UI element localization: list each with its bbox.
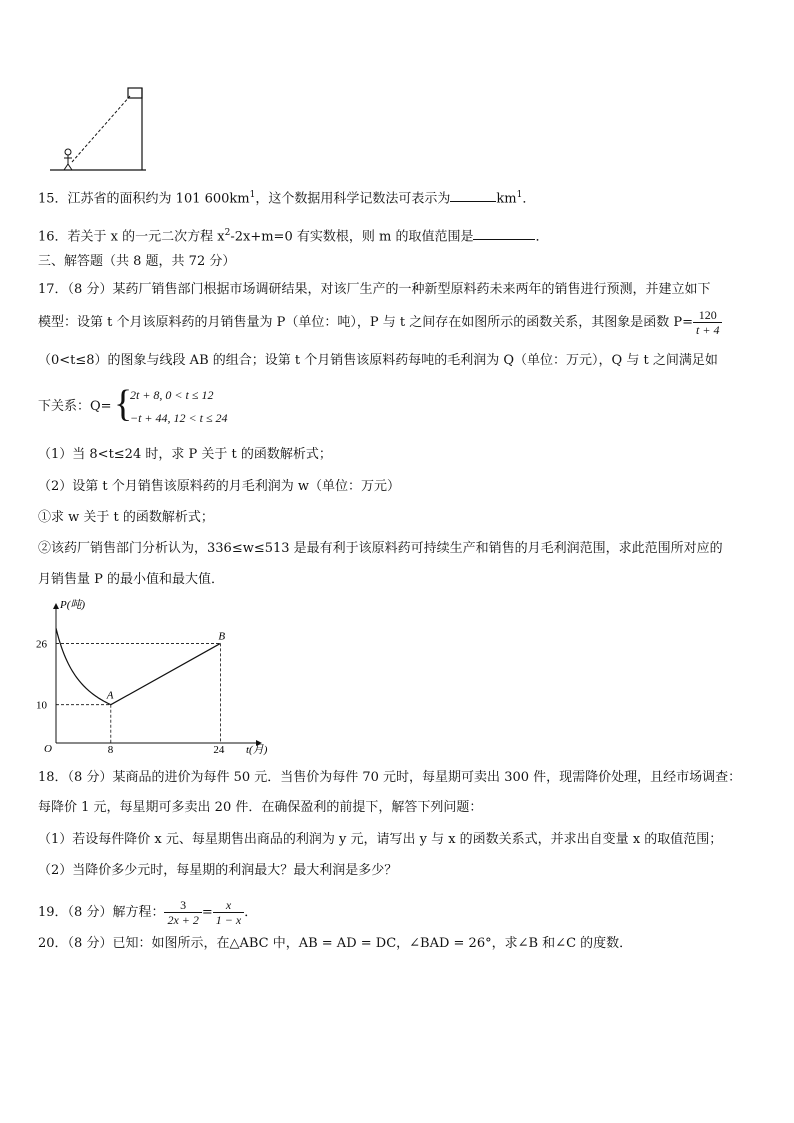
y-tick-label: 10 (36, 699, 47, 712)
p-t-graph (30, 595, 280, 760)
curve-series (56, 628, 111, 705)
q17-part-2b-line-2: 月销售量 P 的最小值和最大值． (38, 572, 225, 587)
piecewise-case-1: 2t + 8, 0 < t ≤ 12 (130, 388, 214, 402)
q19-right-den: 1 − x (213, 912, 244, 927)
q16-text: 16．若关于 x 的一元二次方程 x (38, 229, 225, 245)
q19-right-num: x (225, 898, 232, 912)
q15-answer-blank[interactable] (450, 189, 496, 202)
y-tick-label: 26 (36, 638, 47, 651)
q17-text-2: 模型：设第 t 个月该原料药的月销售量为 P（单位：吨），P 与 t 之间存在如图所示的函数关系，其图象是函数 P= (38, 315, 694, 330)
q15-end: ． (522, 191, 536, 207)
q19-left-den: 2x + 2 (164, 912, 201, 927)
q19-fraction-right (213, 898, 244, 927)
q17-fraction (693, 308, 722, 337)
y-axis-label: P(吨) (60, 599, 86, 611)
question-15 (38, 186, 535, 208)
q19-equals: = (201, 905, 213, 920)
q17-line-1: 17．（8 分）某药厂销售部门根据市场调研结果，对该厂生产的一种新型原料药未来两年的销售进行预测，并建立如下 (38, 282, 711, 297)
x-axis-label: t(月) (246, 744, 268, 756)
q17-line-4: 下关系：Q= (38, 399, 112, 414)
q19-fraction-left (164, 898, 201, 927)
q17-part-2b-line-1: ②该药厂销售部门分析认为，336≤w≤513 是最有利于该原料药可持续生产和销售的月毛利润范围，求此范围所对应的 (38, 541, 723, 556)
question-16 (38, 224, 548, 246)
section-heading: 三、解答题（共 8 题，共 72 分） (38, 254, 236, 269)
building-figure (44, 82, 154, 174)
x-tick-label: 8 (107, 744, 114, 756)
question-20: 20．（8 分）已知：如图所示，在△ABC 中，AB = AD = DC，∠BAD = 26°，求∠B 和∠C 的度数． (38, 936, 633, 951)
q17-line-2 (38, 308, 722, 337)
piecewise-case-2: −t + 44, 12 < t ≤ 24 (130, 411, 228, 425)
q16-end: ． (535, 229, 549, 245)
q15-unit: km (496, 191, 517, 207)
x-tick-label: 24 (213, 744, 225, 756)
q18-line-2: 每降价 1 元，每星期可多卖出 20 件．在确保盈利的前提下，解答下列问题： (38, 800, 483, 815)
q17-part-2: （2）设第 t 个月销售该原料药的月毛利润为 w（单位：万元） (38, 479, 401, 494)
q15-text: 15．江苏省的面积约为 101 600km (38, 191, 250, 207)
q19-left-num: 3 (180, 898, 187, 912)
point-b-label: B (218, 630, 226, 643)
origin-label: O (44, 743, 52, 755)
point-a-label: A (106, 689, 114, 702)
q16-text-rest: -2x+m=0 有实数根，则 m 的取值范围是 (230, 229, 474, 245)
y-axis-arrow (53, 603, 59, 609)
q17-part-1: （1）当 8<t≤24 时，求 P 关于 t 的函数解析式； (38, 447, 332, 462)
q17-fraction-num: 120 (698, 308, 717, 322)
q17-part-2a: ①求 w 关于 t 的函数解析式； (38, 510, 214, 525)
q18-line-3: （1）若设每件降价 x 元、每星期售出商品的利润为 y 元，请写出 y 与 x 的函数关系式，并求出自变量 x 的取值范围； (38, 832, 723, 847)
piecewise-brace: { (114, 383, 133, 425)
question-19 (38, 898, 257, 927)
q15-text-mid: ，这个数据用科学记数法可表示为 (255, 191, 451, 207)
q18-line-1: 18．（8 分）某商品的进价为每件 50 元．当售价为每件 70 元时，每星期可卖出 300 件，现需降价处理，且经市场调查： (38, 770, 742, 785)
q15-exponent: 1 (249, 190, 256, 200)
segment-ab (111, 643, 221, 704)
q16-exponent: 2 (224, 228, 231, 238)
q15-unit-exponent: 1 (516, 190, 523, 200)
q19-end: ． (244, 905, 258, 920)
q16-answer-blank[interactable] (473, 227, 535, 240)
q17-line-3: （0<t≤8）的图象与线段 AB 的组合；设第 t 个月销售该原料药每吨的毛利润为 Q（单位：万元），Q 与 t 之间满足如 (38, 353, 718, 368)
q17-fraction-den: t + 4 (693, 322, 722, 337)
q19-text: 19．（8 分）解方程： (38, 905, 165, 920)
q18-line-4: （2）当降价多少元时，每星期的利润最大？最大利润是多少？ (38, 863, 398, 878)
